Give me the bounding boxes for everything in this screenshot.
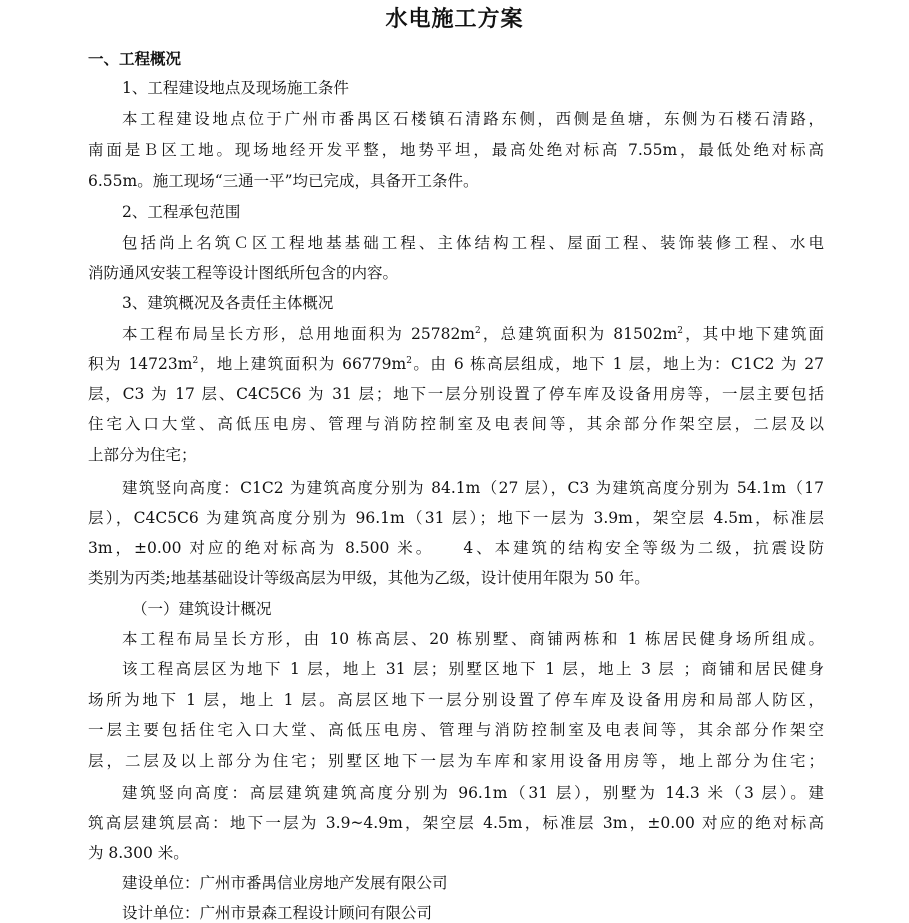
paragraph-line: 本工程建设地点位于广州市番禺区石楼镇石清路东侧，西侧是鱼塘，东侧为石楼石清路， — [122, 110, 824, 128]
paragraph-line: 场所为地下 1 层，地上 1 层。高层区地下一层分别设置了停车库及设备用房和局部人防区， — [88, 691, 824, 709]
paragraph-line: 消防通风安装工程等设计图纸所包含的内容。 — [88, 264, 399, 282]
paragraph-line: 层，二层及以上部分为住宅；别墅区地下一层为车库和家用设备用房等，地上部分为住宅； — [88, 752, 824, 770]
section-heading: 一、工程概况 — [88, 50, 182, 68]
subsection-heading: （一）建筑设计概况 — [132, 600, 272, 618]
document-title: 水电施工方案 — [385, 7, 524, 32]
paragraph-line: 积为 $14723m^2$，地上建筑面积为 $66779m^2$。由 6 栋高层组成，地下 1 层，地上为：C1C2 为 27 — [88, 355, 825, 373]
paragraph-line: 筑高层建筑层高：地下一层为 3.9~4.9m，架空层 4.5m，标准层 3m，±0.00 对应的绝对标高 — [88, 814, 824, 832]
designer-line: 设计单位：广州市景森工程设计顾问有限公司 — [122, 904, 433, 922]
paragraph-line: 上部分为住宅； — [88, 446, 197, 464]
paragraph-line: 层），C4C5C6 为建筑高度分别为 96.1m（31 层）；地下一层为 3.9m，架空层 4.5m，标准层 — [88, 509, 824, 527]
subsection-heading: 2、工程承包范围 — [122, 203, 241, 221]
subsection-heading: 1、工程建设地点及现场施工条件 — [122, 79, 349, 97]
paragraph-line: 本工程布局呈长方形，总用地面积为 $25782m^2$，总建筑面积为 $81502m^2$，其中地下建筑面 — [122, 325, 824, 343]
paragraph-line: 包括尚上名筑Ｃ区工程地基基础工程、主体结构工程、屋面工程、装饰装修工程、水电 — [122, 234, 824, 252]
paragraph-line: 住宅入口大堂、高低压电房、管理与消防控制室及电表间等，其余部分作架空层，二层及以 — [88, 415, 824, 433]
paragraph-line: 6.55m。施工现场“三通一平”均已完成，具备开工条件。 — [88, 172, 479, 190]
paragraph-line: 类别为丙类;地基基础设计等级高层为甲级，其他为乙级，设计使用年限为 50 年。 — [88, 569, 650, 587]
paragraph-line: 该工程高层区为地下 1 层，地上 31 层；别墅区地下 1 层，地上 3 层 ；商铺和居民健身 — [122, 660, 824, 678]
subsection-heading: 3、建筑概况及各责任主体概况 — [122, 294, 334, 312]
paragraph-line: 3m，±0.00 对应的绝对标高为 8.500 米。 4、本建筑的结构安全等级为二级，抗震设防 — [88, 539, 824, 557]
paragraph-line: 建筑竖向高度：高层建筑建筑高度分别为 96.1m（31 层），别墅为 14.3 米（3 层）。建 — [122, 784, 824, 802]
paragraph-line: 一层主要包括住宅入口大堂、高低压电房、管理与消防控制室及电表间等，其余部分作架空 — [88, 721, 824, 739]
paragraph-line: 为 8.300 米。 — [88, 844, 189, 862]
paragraph-line: 南面是Ｂ区工地。现场地经开发平整，地势平坦，最高处绝对标高 7.55m，最低处绝对标高 — [88, 141, 824, 159]
paragraph-line: 本工程布局呈长方形，由 10 栋高层、20 栋别墅、商铺两栋和 1 栋居民健身场所组成。 — [122, 630, 824, 648]
paragraph-line: 层，C3 为 17 层、C4C5C6 为 31 层；地下一层分别设置了停车库及设备用房等，一层主要包括 — [88, 385, 824, 403]
paragraph-line: 建筑竖向高度：C1C2 为建筑高度分别为 84.1m（27 层），C3 为建筑高度分别为 54.1m（17 — [122, 479, 824, 497]
builder-line: 建设单位：广州市番禺信业房地产发展有限公司 — [122, 874, 448, 892]
